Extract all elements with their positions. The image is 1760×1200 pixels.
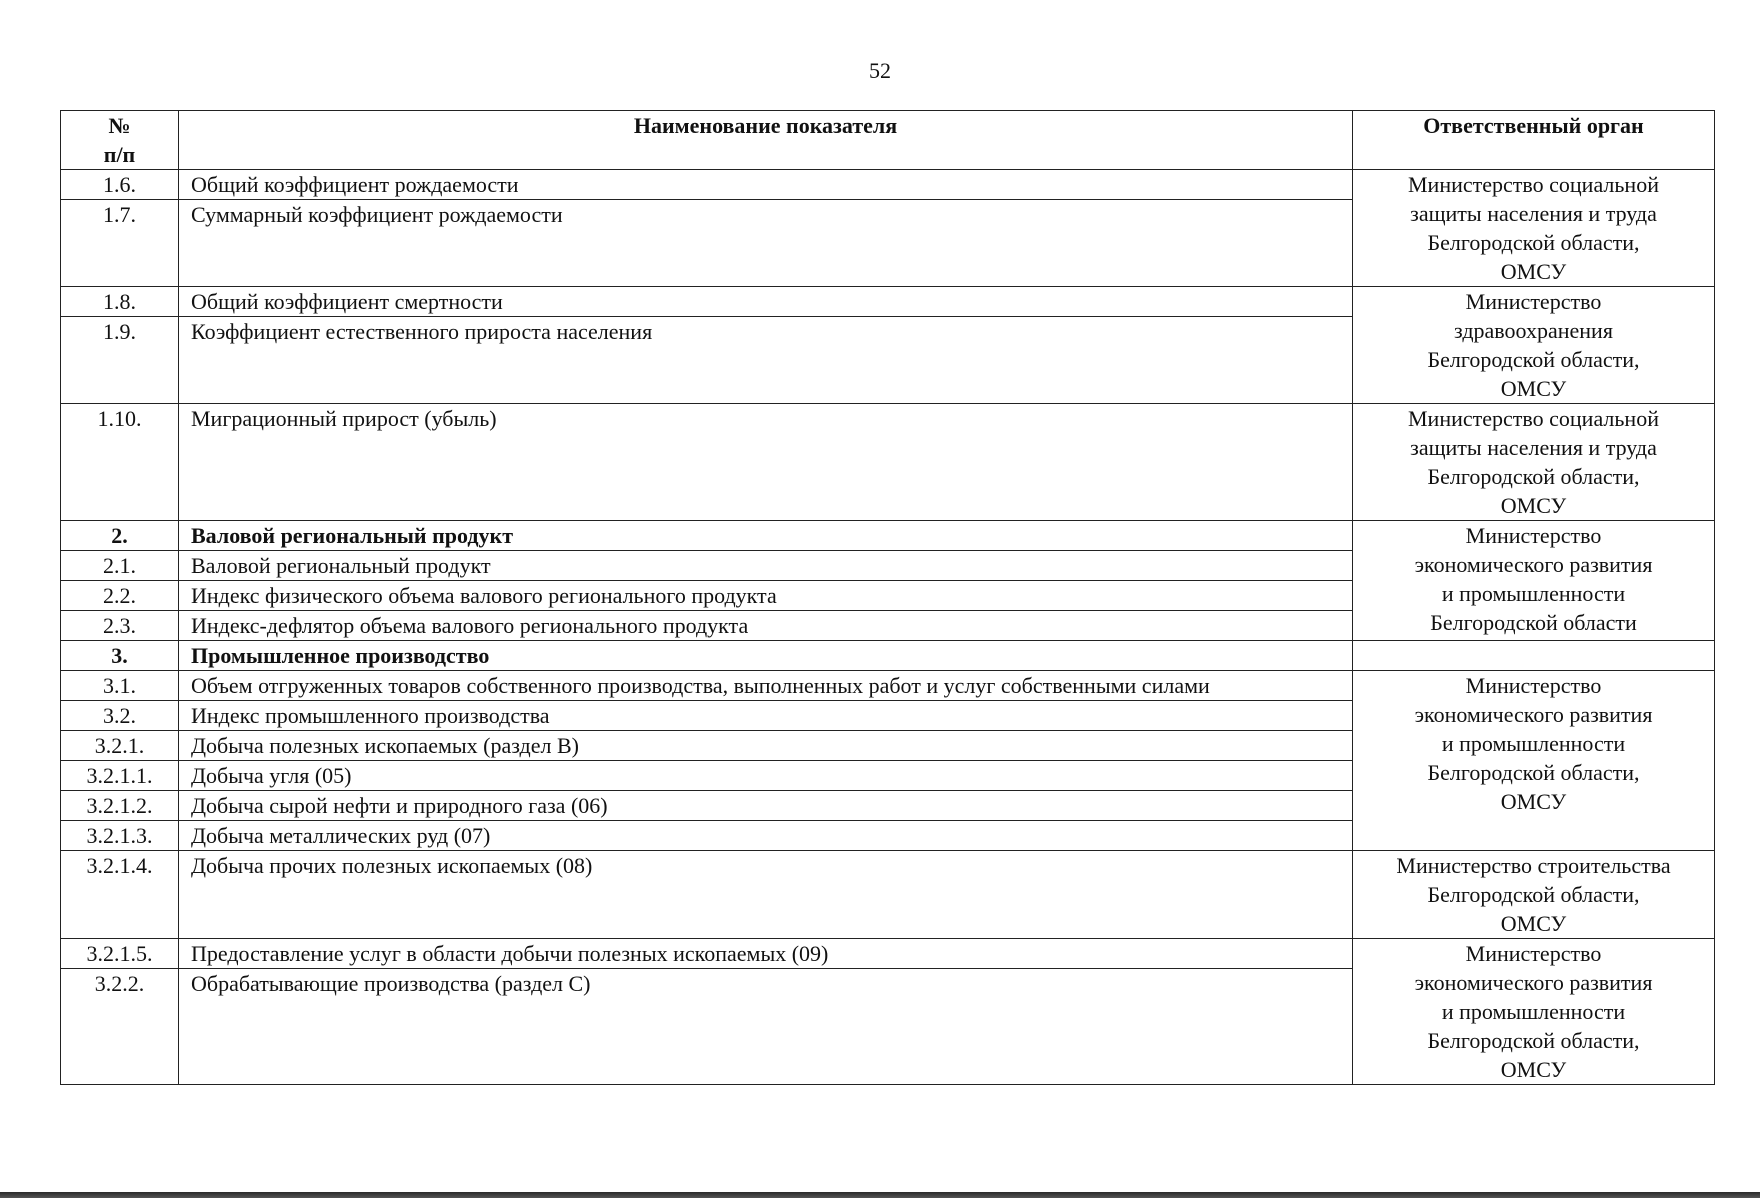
table-row xyxy=(61,170,1715,200)
row-name: Индекс-дефлятор объема валового регионального продукта xyxy=(179,611,1353,641)
row-name: Предоставление услуг в области добычи полезных ископаемых (09) xyxy=(179,939,1353,969)
header-num xyxy=(61,111,179,170)
row-name: Суммарный коэффициент рождаемости xyxy=(179,200,1353,287)
row-org: Министерство социальной защиты населения и труда Белгородской области, ОМСУ xyxy=(1353,404,1715,521)
row-num: 2.1. xyxy=(61,551,179,581)
row-org: Министерство экономического развития и промышленности Белгородской области, ОМСУ xyxy=(1353,939,1715,1085)
table-row xyxy=(61,287,1715,317)
row-num: 3. xyxy=(61,641,179,671)
row-num: 3.2.1.2. xyxy=(61,791,179,821)
table-row xyxy=(61,939,1715,969)
row-name: Промышленное производство xyxy=(179,641,1353,671)
row-num: 2.3. xyxy=(61,611,179,641)
row-num: 3.2. xyxy=(61,701,179,731)
row-name: Объем отгруженных товаров собственного производства, выполненных работ и услуг собственными силами xyxy=(179,671,1353,701)
table-row xyxy=(61,404,1715,521)
header-org: Ответственный орган xyxy=(1353,111,1715,170)
table-row xyxy=(61,851,1715,939)
row-name: Индекс физического объема валового регионального продукта xyxy=(179,581,1353,611)
row-num: 3.2.2. xyxy=(61,969,179,1085)
row-num: 1.9. xyxy=(61,317,179,404)
row-name: Общий коэффициент рождаемости xyxy=(179,170,1353,200)
table-row xyxy=(61,671,1715,701)
row-name: Добыча металлических руд (07) xyxy=(179,821,1353,851)
row-num: 2.2. xyxy=(61,581,179,611)
row-num: 1.10. xyxy=(61,404,179,521)
row-num: 2. xyxy=(61,521,179,551)
row-name: Валовой региональный продукт xyxy=(179,521,1353,551)
row-name: Общий коэффициент смертности xyxy=(179,287,1353,317)
row-num: 3.2.1.1. xyxy=(61,761,179,791)
row-org: Министерство строительства Белгородской области, ОМСУ xyxy=(1353,851,1715,939)
row-num: 3.2.1. xyxy=(61,731,179,761)
table-section-row xyxy=(61,521,1715,551)
header-num-text: № п/п xyxy=(103,113,136,167)
row-num: 1.6. xyxy=(61,170,179,200)
header-name: Наименование показателя xyxy=(179,111,1353,170)
row-org: Министерство экономического развития и промышленности Белгородской области xyxy=(1353,521,1715,641)
table-header-row xyxy=(61,111,1715,170)
row-name: Добыча угля (05) xyxy=(179,761,1353,791)
row-name: Индекс промышленного производства xyxy=(179,701,1353,731)
page-number: 52 xyxy=(869,58,891,83)
row-num: 3.2.1.5. xyxy=(61,939,179,969)
row-name: Добыча прочих полезных ископаемых (08) xyxy=(179,851,1353,939)
row-name: Добыча сырой нефти и природного газа (06) xyxy=(179,791,1353,821)
indicators-table xyxy=(60,110,1715,1085)
table-section-row xyxy=(61,641,1715,671)
row-org: Министерство социальной защиты населения и труда Белгородской области, ОМСУ xyxy=(1353,170,1715,287)
row-num: 1.7. xyxy=(61,200,179,287)
row-org: Министерство здравоохранения Белгородской области, ОМСУ xyxy=(1353,287,1715,404)
row-name: Добыча полезных ископаемых (раздел B) xyxy=(179,731,1353,761)
row-num: 3.2.1.3. xyxy=(61,821,179,851)
row-name: Миграционный прирост (убыль) xyxy=(179,404,1353,521)
scan-bottom-edge xyxy=(0,1192,1760,1198)
row-org xyxy=(1353,641,1715,671)
row-name: Обрабатывающие производства (раздел C) xyxy=(179,969,1353,1085)
row-num: 3.2.1.4. xyxy=(61,851,179,939)
row-org: Министерство экономического развития и промышленности Белгородской области, ОМСУ xyxy=(1353,671,1715,851)
row-num: 1.8. xyxy=(61,287,179,317)
row-name: Коэффициент естественного прироста населения xyxy=(179,317,1353,404)
row-name: Валовой региональный продукт xyxy=(179,551,1353,581)
row-num: 3.1. xyxy=(61,671,179,701)
